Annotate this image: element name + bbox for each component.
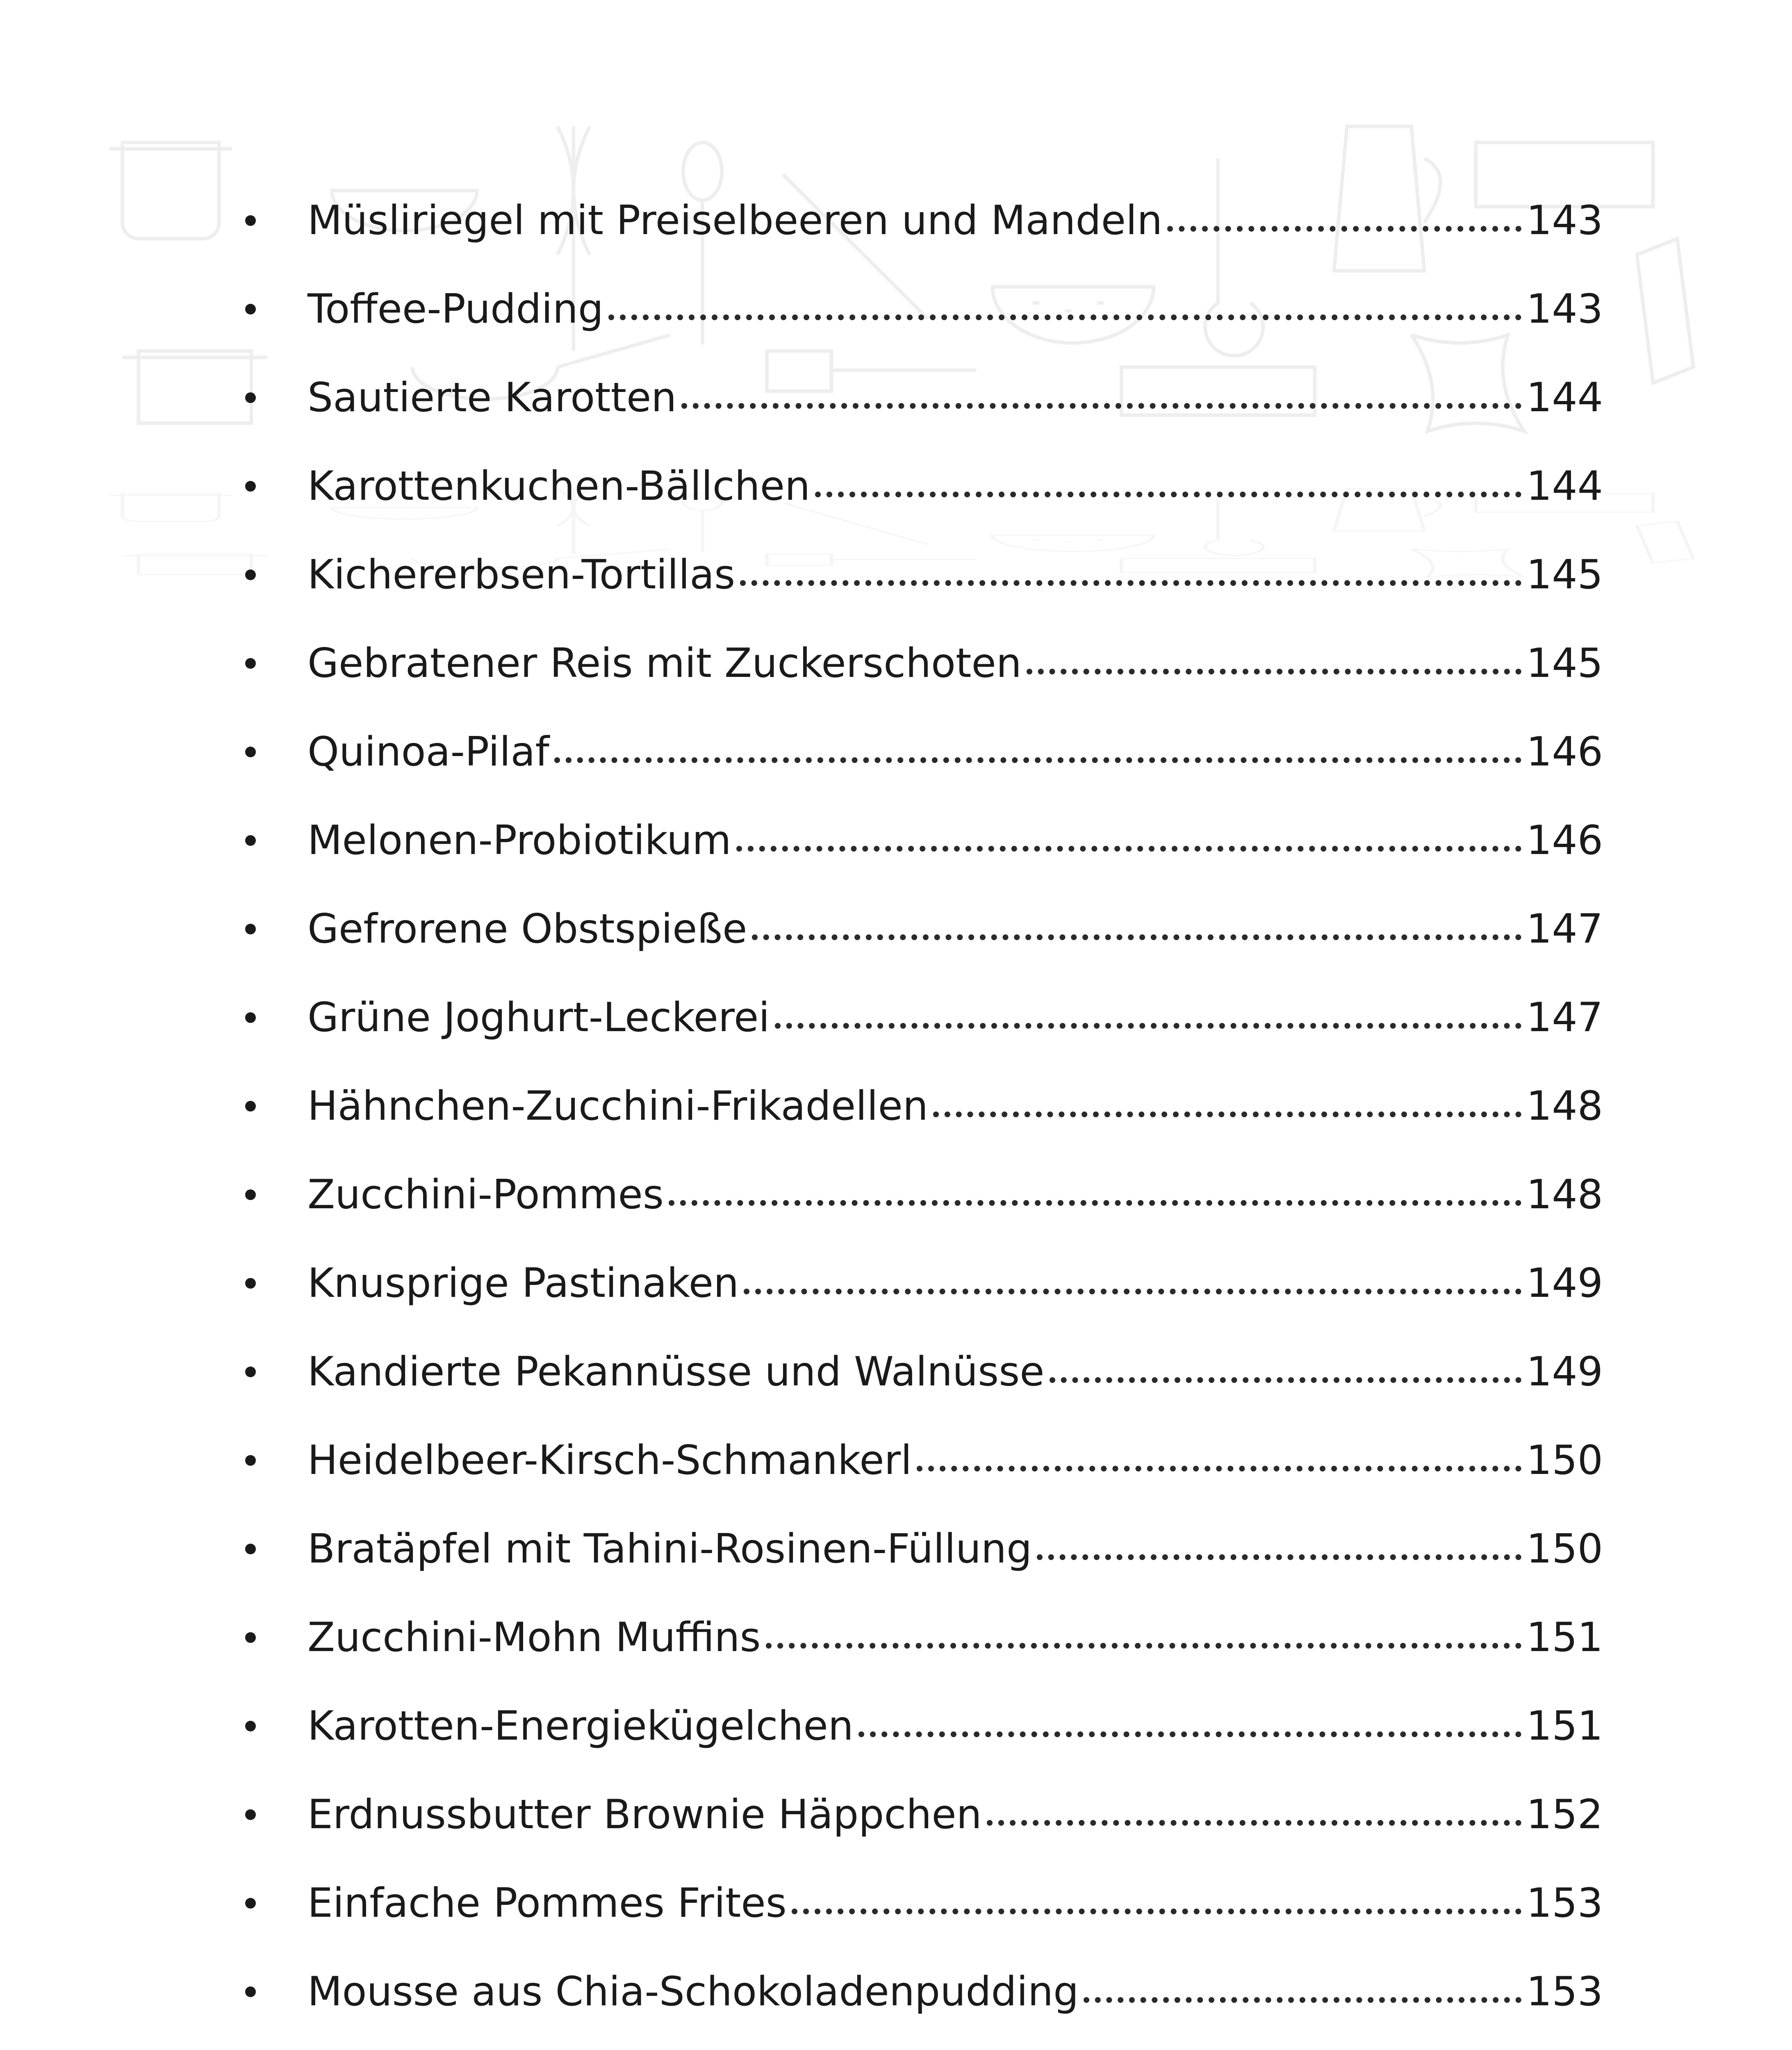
- dot-leader: [917, 1465, 1521, 1471]
- toc-entry-line: [307, 1880, 1603, 1927]
- dot-leader: [736, 845, 1521, 852]
- toc-entry[interactable]: [242, 1328, 1603, 1416]
- toc-entry-line: [307, 197, 1603, 244]
- toc-entry-page-number: 146: [1526, 729, 1603, 775]
- bullet-icon: [245, 658, 256, 669]
- dot-leader: [554, 757, 1521, 763]
- toc-entry-title: Mousse aus Chia-Schokoladenpudding: [307, 1968, 1079, 2015]
- toc-entry-title: Karottenkuchen-Bällchen: [307, 463, 811, 510]
- toc-entry[interactable]: [242, 176, 1603, 265]
- toc-entry-line: [307, 817, 1603, 864]
- toc-entry-title: Gefrorene Obstspieße: [307, 906, 747, 952]
- toc-entry-title: Kichererbsen-Tortillas: [307, 551, 735, 598]
- toc-entry-page-number: 149: [1526, 1260, 1603, 1307]
- toc-entry-page-number: 151: [1526, 1703, 1603, 1749]
- dot-leader: [933, 1111, 1521, 1117]
- toc-entry-line: [307, 640, 1603, 687]
- bullet-icon: [245, 1721, 256, 1731]
- toc-entry[interactable]: [242, 265, 1603, 353]
- toc-entry-title: Grüne Joghurt-Leckerei: [307, 994, 770, 1041]
- toc-entry-page-number: 153: [1526, 1968, 1603, 2015]
- toc-entry-line: [307, 1437, 1603, 1484]
- toc-entry-title: Karotten-Energiekügelchen: [307, 1703, 854, 1749]
- dot-leader: [669, 1200, 1521, 1206]
- dot-leader: [792, 1908, 1521, 1914]
- dot-leader: [1084, 1997, 1521, 2003]
- toc-entry-title: Melonen-Probiotikum: [307, 817, 731, 864]
- toc-entry-title: Knusprige Pastinaken: [307, 1260, 739, 1307]
- toc-entry[interactable]: [242, 1239, 1603, 1328]
- toc-entry-title: Hähnchen-Zucchini-Frikadellen: [307, 1083, 928, 1130]
- dot-leader: [608, 314, 1521, 320]
- toc-entry-title: Kandierte Pekannüsse und Walnüsse: [307, 1348, 1045, 1395]
- toc-entry-title: Zucchini-Pommes: [307, 1171, 664, 1218]
- dot-leader: [1050, 1377, 1521, 1383]
- toc-entry-page-number: 147: [1526, 994, 1603, 1041]
- dot-leader: [681, 403, 1521, 409]
- toc-entry-page-number: 148: [1526, 1083, 1603, 1130]
- toc-entry-line: [307, 1791, 1603, 1838]
- dot-leader: [1167, 226, 1521, 232]
- bullet-icon: [245, 215, 256, 226]
- toc-entry-page-number: 147: [1526, 906, 1603, 952]
- toc-entry-title: Gebratener Reis mit Zuckerschoten: [307, 640, 1022, 687]
- toc-entry[interactable]: [242, 796, 1603, 885]
- toc-entry-page-number: 144: [1526, 374, 1603, 421]
- dot-leader: [858, 1731, 1521, 1737]
- toc-entry[interactable]: [242, 1770, 1603, 1859]
- toc-entry-page-number: 143: [1526, 286, 1603, 333]
- toc-entry-line: [307, 1968, 1603, 2015]
- dot-leader: [775, 1023, 1521, 1029]
- toc-entry[interactable]: [242, 353, 1603, 442]
- bullet-icon: [245, 1012, 256, 1023]
- bullet-icon: [245, 569, 256, 580]
- toc-entry-page-number: 149: [1526, 1348, 1603, 1395]
- toc-entry[interactable]: [242, 973, 1603, 1062]
- toc-entry-line: [307, 1614, 1603, 1661]
- toc-entry-title: Toffee-Pudding: [307, 286, 604, 333]
- toc-entry[interactable]: [242, 1150, 1603, 1239]
- toc-entry-line: [307, 906, 1603, 952]
- toc-entry-page-number: 143: [1526, 197, 1603, 244]
- toc-entry[interactable]: [242, 1505, 1603, 1593]
- bullet-icon: [245, 1986, 256, 1997]
- bullet-icon: [245, 1898, 256, 1909]
- toc-entry-line: [307, 463, 1603, 510]
- toc-entry-page-number: 153: [1526, 1880, 1603, 1927]
- toc-entry[interactable]: [242, 1593, 1603, 1682]
- toc-entry-page-number: 148: [1526, 1171, 1603, 1218]
- toc-entry-title: Erdnussbutter Brownie Häppchen: [307, 1791, 982, 1838]
- toc-entry[interactable]: [242, 1947, 1603, 2036]
- toc-entry[interactable]: [242, 531, 1603, 619]
- toc-entry-line: [307, 1526, 1603, 1572]
- bullet-icon: [245, 1809, 256, 1820]
- toc-entry-page-number: 145: [1526, 640, 1603, 687]
- bullet-icon: [245, 392, 256, 403]
- bullet-icon: [245, 835, 256, 846]
- bullet-icon: [245, 1189, 256, 1200]
- toc-entry-title: Quinoa-Pilaf: [307, 729, 549, 775]
- toc-entry-title: Zucchini-Mohn Muffins: [307, 1614, 761, 1661]
- toc-entry-title: Einfache Pommes Frites: [307, 1880, 787, 1927]
- bullet-icon: [245, 481, 256, 492]
- toc-entry[interactable]: [242, 442, 1603, 531]
- toc-entry-page-number: 152: [1526, 1791, 1603, 1838]
- toc-entry-line: [307, 994, 1603, 1041]
- toc-entry-title: Bratäpfel mit Tahini-Rosinen-Füllung: [307, 1526, 1032, 1572]
- dot-leader: [815, 491, 1521, 497]
- dot-leader: [752, 934, 1521, 940]
- toc-entry[interactable]: [242, 1682, 1603, 1770]
- toc-entry[interactable]: [242, 1859, 1603, 1947]
- table-of-contents: [242, 176, 1603, 2050]
- dot-leader: [744, 1288, 1521, 1294]
- toc-entry-page-number: 146: [1526, 817, 1603, 864]
- bullet-icon: [245, 1101, 256, 1112]
- bullet-icon: [245, 924, 256, 934]
- bullet-icon: [245, 1455, 256, 1466]
- toc-entry-line: [307, 1083, 1603, 1130]
- toc-entry-page-number: 150: [1526, 1437, 1603, 1484]
- toc-entry[interactable]: [242, 1416, 1603, 1505]
- toc-entry[interactable]: [242, 2036, 1603, 2050]
- bullet-icon: [245, 1632, 256, 1643]
- toc-entry-title: Heidelbeer-Kirsch-Schmankerl: [307, 1437, 912, 1484]
- bullet-icon: [245, 304, 256, 314]
- toc-entry[interactable]: [242, 1062, 1603, 1150]
- toc-entry-page-number: 145: [1526, 551, 1603, 598]
- toc-entry-line: [307, 1703, 1603, 1749]
- bullet-icon: [245, 1544, 256, 1554]
- toc-entry-line: [307, 1260, 1603, 1307]
- toc-entry-line: [307, 1171, 1603, 1218]
- dot-leader: [1027, 668, 1521, 674]
- bullet-icon: [245, 1278, 256, 1289]
- bullet-icon: [245, 747, 256, 757]
- bullet-icon: [245, 1367, 256, 1377]
- toc-entry[interactable]: [242, 619, 1603, 708]
- toc-entry-page-number: 144: [1526, 463, 1603, 510]
- dot-leader: [740, 580, 1521, 586]
- toc-entry-title: Sautierte Karotten: [307, 374, 677, 421]
- toc-entry-line: [307, 286, 1603, 333]
- toc-entry-line: [307, 551, 1603, 598]
- dot-leader: [766, 1642, 1521, 1649]
- toc-entry-page-number: 151: [1526, 1614, 1603, 1661]
- toc-entry-title: Müsliriegel mit Preiselbeeren und Mandeln: [307, 197, 1163, 244]
- toc-entry-line: [307, 374, 1603, 421]
- dot-leader: [987, 1820, 1521, 1826]
- toc-entry-line: [307, 1348, 1603, 1395]
- dot-leader: [1037, 1554, 1521, 1560]
- toc-entry-page-number: 150: [1526, 1526, 1603, 1572]
- toc-entry[interactable]: [242, 708, 1603, 796]
- toc-entry[interactable]: [242, 885, 1603, 973]
- toc-entry-line: [307, 729, 1603, 775]
